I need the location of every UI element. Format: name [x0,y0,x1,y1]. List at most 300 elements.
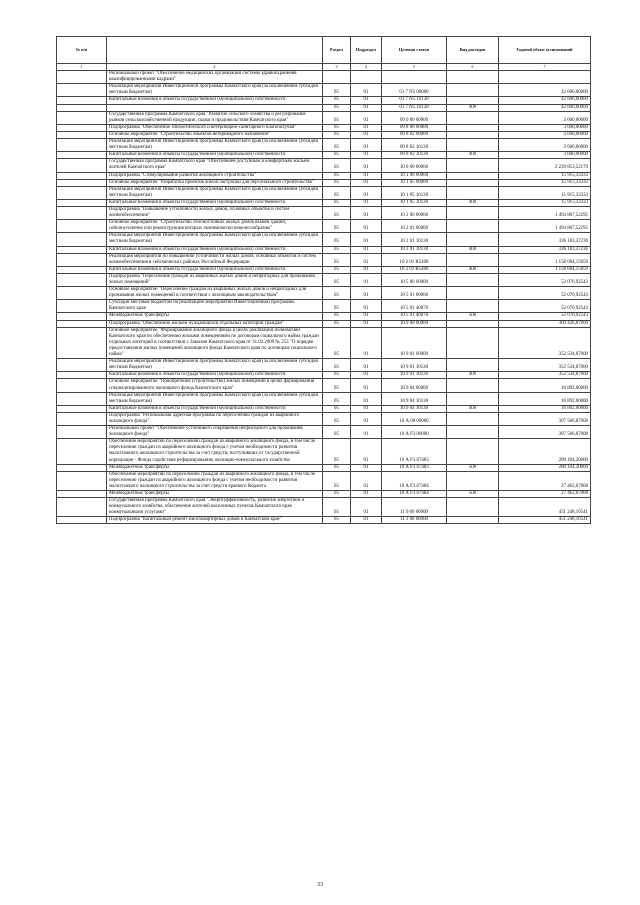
cell-amount: 16 892,00000 [499,379,591,392]
cell-num [57,379,107,392]
cell-subsection [351,71,382,84]
cell-subsection: 01 [351,313,382,320]
cell-num [57,517,107,524]
cell-target: 09 8 00 00000 [382,124,447,131]
cell-target: 10 А F3 67483 [382,439,447,464]
table-row [57,412,591,425]
cell-num [57,287,107,300]
cell-subsection: 01 [351,359,382,372]
table-row [57,97,591,104]
cell-name: Основное мероприятие "Приобретение (строительство) жилых помещений в целях формирования специализированного жилищного фонда Камчатского края" [107,379,323,392]
cell-num [57,392,107,405]
cell-target: 10 0 00 00000 [382,159,447,172]
cell-target: 11 3 00 00000 [382,517,447,524]
cell-name: Обеспечение мероприятий по переселению граждан из аварийного жилищного фонда, в том числе переселению граждан из аварийного жилищного фонда с учетом необходимости развития малоэтажного жилищного строительства за счет средств, поступивших от государственной корпорации - Фонда содействия реформированию жилищно-коммунального хозяйства [107,439,323,464]
table-row [57,517,591,524]
table-row [57,379,591,392]
cell-target: 10 5 01 40070 [382,300,447,313]
cell-amount: 16 892,00000 [499,405,591,412]
cell-exptype: 400 [447,152,499,159]
cell-subsection: 01 [351,159,382,172]
cell-name: Основное мероприятие "Строительство сейсмостойких жилых домов взамен зданий, сейсмоусиление или реконструкция которых экономически нецелесообразны" [107,220,323,233]
cell-amount: 3 600,00000 [499,131,591,138]
cell-amount: 52 076,92543 [499,313,591,320]
cell-num [57,327,107,358]
cell-target: 09 8 02 00000 [382,131,447,138]
document-page [56,36,590,524]
cell-num [57,491,107,498]
table-row [57,71,591,84]
cell-target: 09 8 02 10130 [382,139,447,152]
cell-exptype [447,71,499,84]
cell-name: Обеспечение мероприятий по переселению граждан из аварийного жилищного фонда, в том числе переселению граждан из аварийного жилищного фонда с учетом необходимости развития малоэтажного жилищного строительства за счет средств краевого бюджета [107,471,323,490]
cell-target: 10 9 04 10130 [382,392,447,405]
cell-subsection: 01 [351,300,382,313]
cell-num [57,246,107,253]
index-cell: 3 [323,64,351,71]
cell-amount: 352 534,87000 [499,359,591,372]
cell-num [57,426,107,439]
cell-exptype [447,253,499,266]
cell-exptype [447,498,499,517]
cell-target: 10 А F3 67483 [382,464,447,471]
cell-section: 05 [323,439,351,464]
cell-exptype: 500 [447,313,499,320]
cell-exptype: 400 [447,199,499,206]
cell-subsection: 01 [351,111,382,124]
cell-subsection: 01 [351,379,382,392]
table-row [57,159,591,172]
cell-section: 05 [323,159,351,172]
cell-section: 05 [323,111,351,124]
cell-num [57,300,107,313]
cell-target: 09 0 00 00000 [382,111,447,124]
cell-num [57,84,107,97]
cell-name: Подпрограмма "Переселение граждан из аварийных жилых домов и непригодных для проживания жилых помещений" [107,273,323,286]
cell-amount: 15 915,33333 [499,179,591,186]
cell-exptype [447,206,499,219]
cell-exptype [447,392,499,405]
cell-target: 10 2 01 10130 [382,233,447,246]
cell-num [57,464,107,471]
table-row [57,491,591,498]
cell-num [57,471,107,490]
table-row [57,439,591,464]
cell-section: 05 [323,379,351,392]
table-body [57,71,591,524]
cell-num [57,253,107,266]
table-row [57,131,591,138]
index-cell: 4 [351,64,382,71]
table-row [57,313,591,320]
cell-subsection: 01 [351,273,382,286]
cell-target: 10 9 01 10130 [382,372,447,379]
cell-amount: 52 076,92543 [499,273,591,286]
cell-target: 10 А F3 67484 [382,471,447,490]
cell-amount: 307 566,87008 [499,412,591,425]
cell-target: 10 5 01 40070 [382,313,447,320]
index-cell: 5 [382,64,447,71]
table-row [57,152,591,159]
cell-name: Капитальные вложения в объекты государственной (муниципальной) собственности [107,152,323,159]
cell-num [57,104,107,111]
cell-name: Межбюджетные трансферты [107,464,323,471]
cell-exptype [447,172,499,179]
cell-name: Капитальные вложения в объекты государственной (муниципальной) собственности [107,246,323,253]
cell-subsection: 01 [351,124,382,131]
cell-subsection: 01 [351,206,382,219]
cell-subsection: 01 [351,287,382,300]
cell-target: 10 5 00 00000 [382,273,447,286]
cell-amount: 1 494 867,52295 [499,220,591,233]
cell-name: Капитальные вложения в объекты государственной (муниципальной) собственности [107,97,323,104]
cell-section: 05 [323,199,351,206]
cell-amount: 27 462,67008 [499,491,591,498]
cell-section: 05 [323,84,351,97]
cell-target: 10 2 01 R5400 [382,253,447,266]
cell-amount: 336 183,37236 [499,246,591,253]
cell-target: 10 2 00 00000 [382,206,447,219]
cell-section: 05 [323,517,351,524]
table-row [57,320,591,327]
cell-section: 05 [323,273,351,286]
cell-subsection: 01 [351,405,382,412]
header-subsection: Подраздел [351,37,382,64]
table-row [57,253,591,266]
cell-name: Капитальные вложения в объекты государственной (муниципальной) собственности [107,372,323,379]
cell-name: Региональный проект "Обеспечение медицинских организаций системы здравоохранения квалифицированными кадрами" [107,71,323,84]
cell-name: Межбюджетные трансферты [107,313,323,320]
cell-num [57,152,107,159]
cell-section: 05 [323,327,351,358]
cell-amount: 1 158 684,15059 [499,266,591,273]
index-cell: 7 [499,64,591,71]
cell-exptype [447,300,499,313]
cell-section: 05 [323,320,351,327]
table-row [57,111,591,124]
cell-subsection: 01 [351,152,382,159]
cell-target: 10 1 05 10130 [382,186,447,199]
cell-amount: 336 183,37236 [499,233,591,246]
index-cell: 6 [447,64,499,71]
cell-section: 05 [323,206,351,219]
table-row [57,372,591,379]
cell-section: 05 [323,300,351,313]
cell-section: 05 [323,405,351,412]
cell-target: 10 9 00 00000 [382,320,447,327]
cell-subsection: 01 [351,246,382,253]
cell-num [57,139,107,152]
cell-section: 05 [323,246,351,253]
cell-target: 09 8 02 10130 [382,152,447,159]
cell-num [57,412,107,425]
cell-num [57,372,107,379]
cell-section: 05 [323,412,351,425]
cell-num [57,273,107,286]
table-row [57,464,591,471]
cell-exptype [447,220,499,233]
table-row [57,186,591,199]
cell-exptype: 400 [447,405,499,412]
cell-amount: 307 566,87008 [499,426,591,439]
cell-exptype [447,273,499,286]
cell-subsection: 01 [351,266,382,273]
cell-target: 10 1 05 00000 [382,179,447,186]
cell-amount: 27 462,67008 [499,471,591,490]
cell-exptype [447,426,499,439]
cell-subsection: 01 [351,439,382,464]
cell-amount: 451 248,10541 [499,517,591,524]
cell-section: 05 [323,104,351,111]
cell-num [57,159,107,172]
cell-num [57,206,107,219]
cell-section: 05 [323,186,351,199]
cell-section: 05 [323,131,351,138]
cell-amount: 3 600,00000 [499,152,591,159]
cell-exptype: 500 [447,491,499,498]
cell-name: Подпрограмма "Стимулирование развития жилищного строительства" [107,172,323,179]
cell-target: 10 2 01 R5400 [382,266,447,273]
cell-name: Реализация мероприятий Инвестиционной программы Камчатского края (за исключением субсидий местным бюджетам) [107,392,323,405]
cell-num [57,439,107,464]
table-row [57,300,591,313]
cell-name: Подпрограмма "Региональная адресная программа по переселению граждан из аварийного жилищного фонда" [107,412,323,425]
cell-name: Реализация мероприятий Инвестиционной программы Камчатского края (за исключением субсидий местным бюджетам) [107,139,323,152]
cell-amount: 369 426,87000 [499,320,591,327]
table-row [57,327,591,358]
table-row [57,220,591,233]
cell-target: 01 7 N5 10130 [382,104,447,111]
cell-target: 10 9 04 10130 [382,405,447,412]
header-amount: Годовой объем ассигнований [499,37,591,64]
index-cell: 2 [107,64,323,71]
cell-section: 05 [323,152,351,159]
cell-section: 05 [323,313,351,320]
cell-name: Межбюджетные трансферты [107,491,323,498]
cell-num [57,359,107,372]
cell-exptype [447,327,499,358]
cell-target: 10 А F3 00000 [382,426,447,439]
cell-name: Региональный проект "Обеспечение устойчивого сокращения непригодного для проживания жилищного фонда" [107,426,323,439]
cell-amount: 352 534,87000 [499,372,591,379]
budget-table [56,36,591,524]
cell-name: Основное мероприятие "Строительство объектов ветеринарного назначения" [107,131,323,138]
table-row [57,498,591,517]
cell-section: 05 [323,124,351,131]
cell-num [57,186,107,199]
cell-amount: 352 534,87000 [499,327,591,358]
table-row [57,266,591,273]
table-row [57,405,591,412]
cell-name [107,104,323,111]
cell-target: 10 9 01 10130 [382,359,447,372]
cell-exptype [447,287,499,300]
cell-target: 10 2 01 00000 [382,220,447,233]
cell-section [323,71,351,84]
cell-target: 10 А 00 00000 [382,412,447,425]
index-row [57,64,591,71]
cell-name: Подпрограмма "Капитальный ремонт многоквартирных домов в Камчатском крае" [107,517,323,524]
cell-amount: 16 892,00000 [499,392,591,405]
cell-subsection: 01 [351,327,382,358]
cell-exptype [447,379,499,392]
cell-section: 05 [323,220,351,233]
cell-target: 11 0 00 00000 [382,498,447,517]
cell-target: 10 9 01 00000 [382,327,447,358]
cell-section: 05 [323,266,351,273]
cell-subsection: 01 [351,186,382,199]
cell-exptype [447,139,499,152]
table-row [57,273,591,286]
cell-subsection: 01 [351,139,382,152]
cell-num [57,313,107,320]
table-row [57,392,591,405]
cell-name: Основное мероприятие "Формирование жилищного фонда в целях реализации полномочий Камчатского края по обеспечению жилыми помещениями по договорам социального найма граждан отдельных категорий в соответствии с Законом Камчатского края от 31.03.2009 № 253 "О порядке предоставления жилых помещений жилищного фонда Камчатского края по договорам социального найма" [107,327,323,358]
cell-target: 10 9 04 00000 [382,379,447,392]
cell-section: 05 [323,498,351,517]
cell-name: Капитальные вложения в объекты государственной (муниципальной) собственности [107,405,323,412]
cell-num [57,266,107,273]
cell-section: 05 [323,172,351,179]
cell-target: 10 1 00 00000 [382,172,447,179]
cell-subsection: 01 [351,517,382,524]
cell-subsection: 01 [351,199,382,206]
cell-section: 05 [323,253,351,266]
cell-target: 01 7 N5 00000 [382,84,447,97]
cell-exptype [447,359,499,372]
cell-name: Капитальные вложения в объекты государственной (муниципальной) собственности [107,266,323,273]
cell-num [57,498,107,517]
table-row [57,233,591,246]
cell-amount: 42 600,00000 [499,84,591,97]
cell-name: Государственная программа Камчатского края "Развитие сельского хозяйства и регулирование рынков сельскохозяйственной продукции, сырья и продовольствия Камчатского края" [107,111,323,124]
cell-name: Подпрограмма "Обеспечение эпизоотического и ветеринарно-санитарного благополучия" [107,124,323,131]
cell-amount: 3 600,00000 [499,124,591,131]
cell-amount: 3 600,00000 [499,111,591,124]
cell-amount: 1 494 867,52295 [499,206,591,219]
cell-name: Основное мероприятие "Разработка проектов жилой застройки для персонального строительства" [107,179,323,186]
cell-exptype [447,111,499,124]
cell-num [57,179,107,186]
cell-section: 05 [323,471,351,490]
cell-exptype: 400 [447,372,499,379]
header-exptype: Вид расходов [447,37,499,64]
cell-exptype [447,439,499,464]
cell-amount: 2 239 853,52179 [499,159,591,172]
cell-exptype [447,124,499,131]
cell-section: 05 [323,179,351,186]
cell-name: Реализация мероприятий Инвестиционной программы Камчатского края (за исключением субсидий местным бюджетам) [107,233,323,246]
table-row [57,199,591,206]
cell-exptype: 500 [447,464,499,471]
cell-subsection: 01 [351,131,382,138]
cell-num [57,111,107,124]
cell-target: 10 1 05 10130 [382,199,447,206]
cell-section: 05 [323,233,351,246]
cell-subsection: 01 [351,233,382,246]
cell-exptype [447,320,499,327]
cell-name: Государственная программа Камчатского края "Энергоэффективность, развитие энергетики и коммунального хозяйства, обеспечение жителей населенных пунктов Камчатского края коммунальными услугами" [107,498,323,517]
cell-subsection: 01 [351,84,382,97]
cell-num [57,172,107,179]
cell-subsection: 01 [351,104,382,111]
cell-amount: 15 915,33333 [499,199,591,206]
cell-subsection: 01 [351,253,382,266]
table-row [57,84,591,97]
cell-amount [499,71,591,84]
table-row [57,359,591,372]
cell-exptype [447,97,499,104]
cell-subsection: 01 [351,172,382,179]
table-row [57,426,591,439]
cell-amount: 42 600,00000 [499,104,591,111]
cell-name: Основное мероприятие "Переселение граждан из аварийных жилых домов и непригодных для проживания жилых помещений в соответствии с жилищным законодательством" [107,287,323,300]
cell-amount: 52 076,92543 [499,287,591,300]
page-number: 33 [317,882,323,888]
cell-amount: 15 915,33333 [499,186,591,199]
cell-amount: 15 915,33333 [499,172,591,179]
cell-amount: 280 104,20000 [499,464,591,471]
cell-name: Субсидии местным бюджетам на реализацию мероприятий Инвестиционной программы Камчатского края [107,300,323,313]
table-row [57,287,591,300]
header-section: Раздел [323,37,351,64]
cell-exptype [447,517,499,524]
cell-exptype [447,186,499,199]
cell-section: 05 [323,97,351,104]
cell-exptype [447,233,499,246]
cell-name: Капитальные вложения в объекты государственной (муниципальной) собственности [107,199,323,206]
cell-exptype [447,159,499,172]
cell-amount: 451 248,10541 [499,498,591,517]
cell-num [57,131,107,138]
cell-target [382,71,447,84]
cell-num [57,320,107,327]
table-row [57,172,591,179]
cell-exptype [447,412,499,425]
cell-subsection: 01 [351,471,382,490]
cell-exptype: 400 [447,266,499,273]
cell-section: 05 [323,491,351,498]
cell-subsection: 01 [351,320,382,327]
cell-exptype [447,471,499,490]
cell-exptype [447,84,499,97]
cell-subsection: 01 [351,491,382,498]
cell-subsection: 01 [351,220,382,233]
table-row [57,104,591,111]
cell-amount: 3 600,00000 [499,139,591,152]
cell-subsection: 01 [351,392,382,405]
cell-amount: 42 600,00000 [499,97,591,104]
cell-num [57,97,107,104]
cell-target: 10 5 01 00000 [382,287,447,300]
cell-name: Государственная программа Камчатского края "Обеспечение доступным и комфортным жильем жителей Камчатского края" [107,159,323,172]
cell-amount: 52 076,92543 [499,300,591,313]
cell-exptype [447,131,499,138]
cell-num [57,233,107,246]
table-row [57,139,591,152]
cell-num [57,405,107,412]
header-target: Целевая статья [382,37,447,64]
table-row [57,206,591,219]
cell-section: 05 [323,359,351,372]
cell-num [57,124,107,131]
cell-target: 10 2 01 10130 [382,246,447,253]
cell-subsection: 01 [351,97,382,104]
cell-name: Реализация мероприятий Инвестиционной программы Камчатского края (за исключением субсидий местным бюджетам) [107,84,323,97]
cell-subsection: 01 [351,498,382,517]
cell-name: Реализация мероприятий по повышению устойчивости жилых домов, основных объектов и систем жизнеобеспечения в сейсмических районах Российской Федерации [107,253,323,266]
cell-section: 05 [323,287,351,300]
